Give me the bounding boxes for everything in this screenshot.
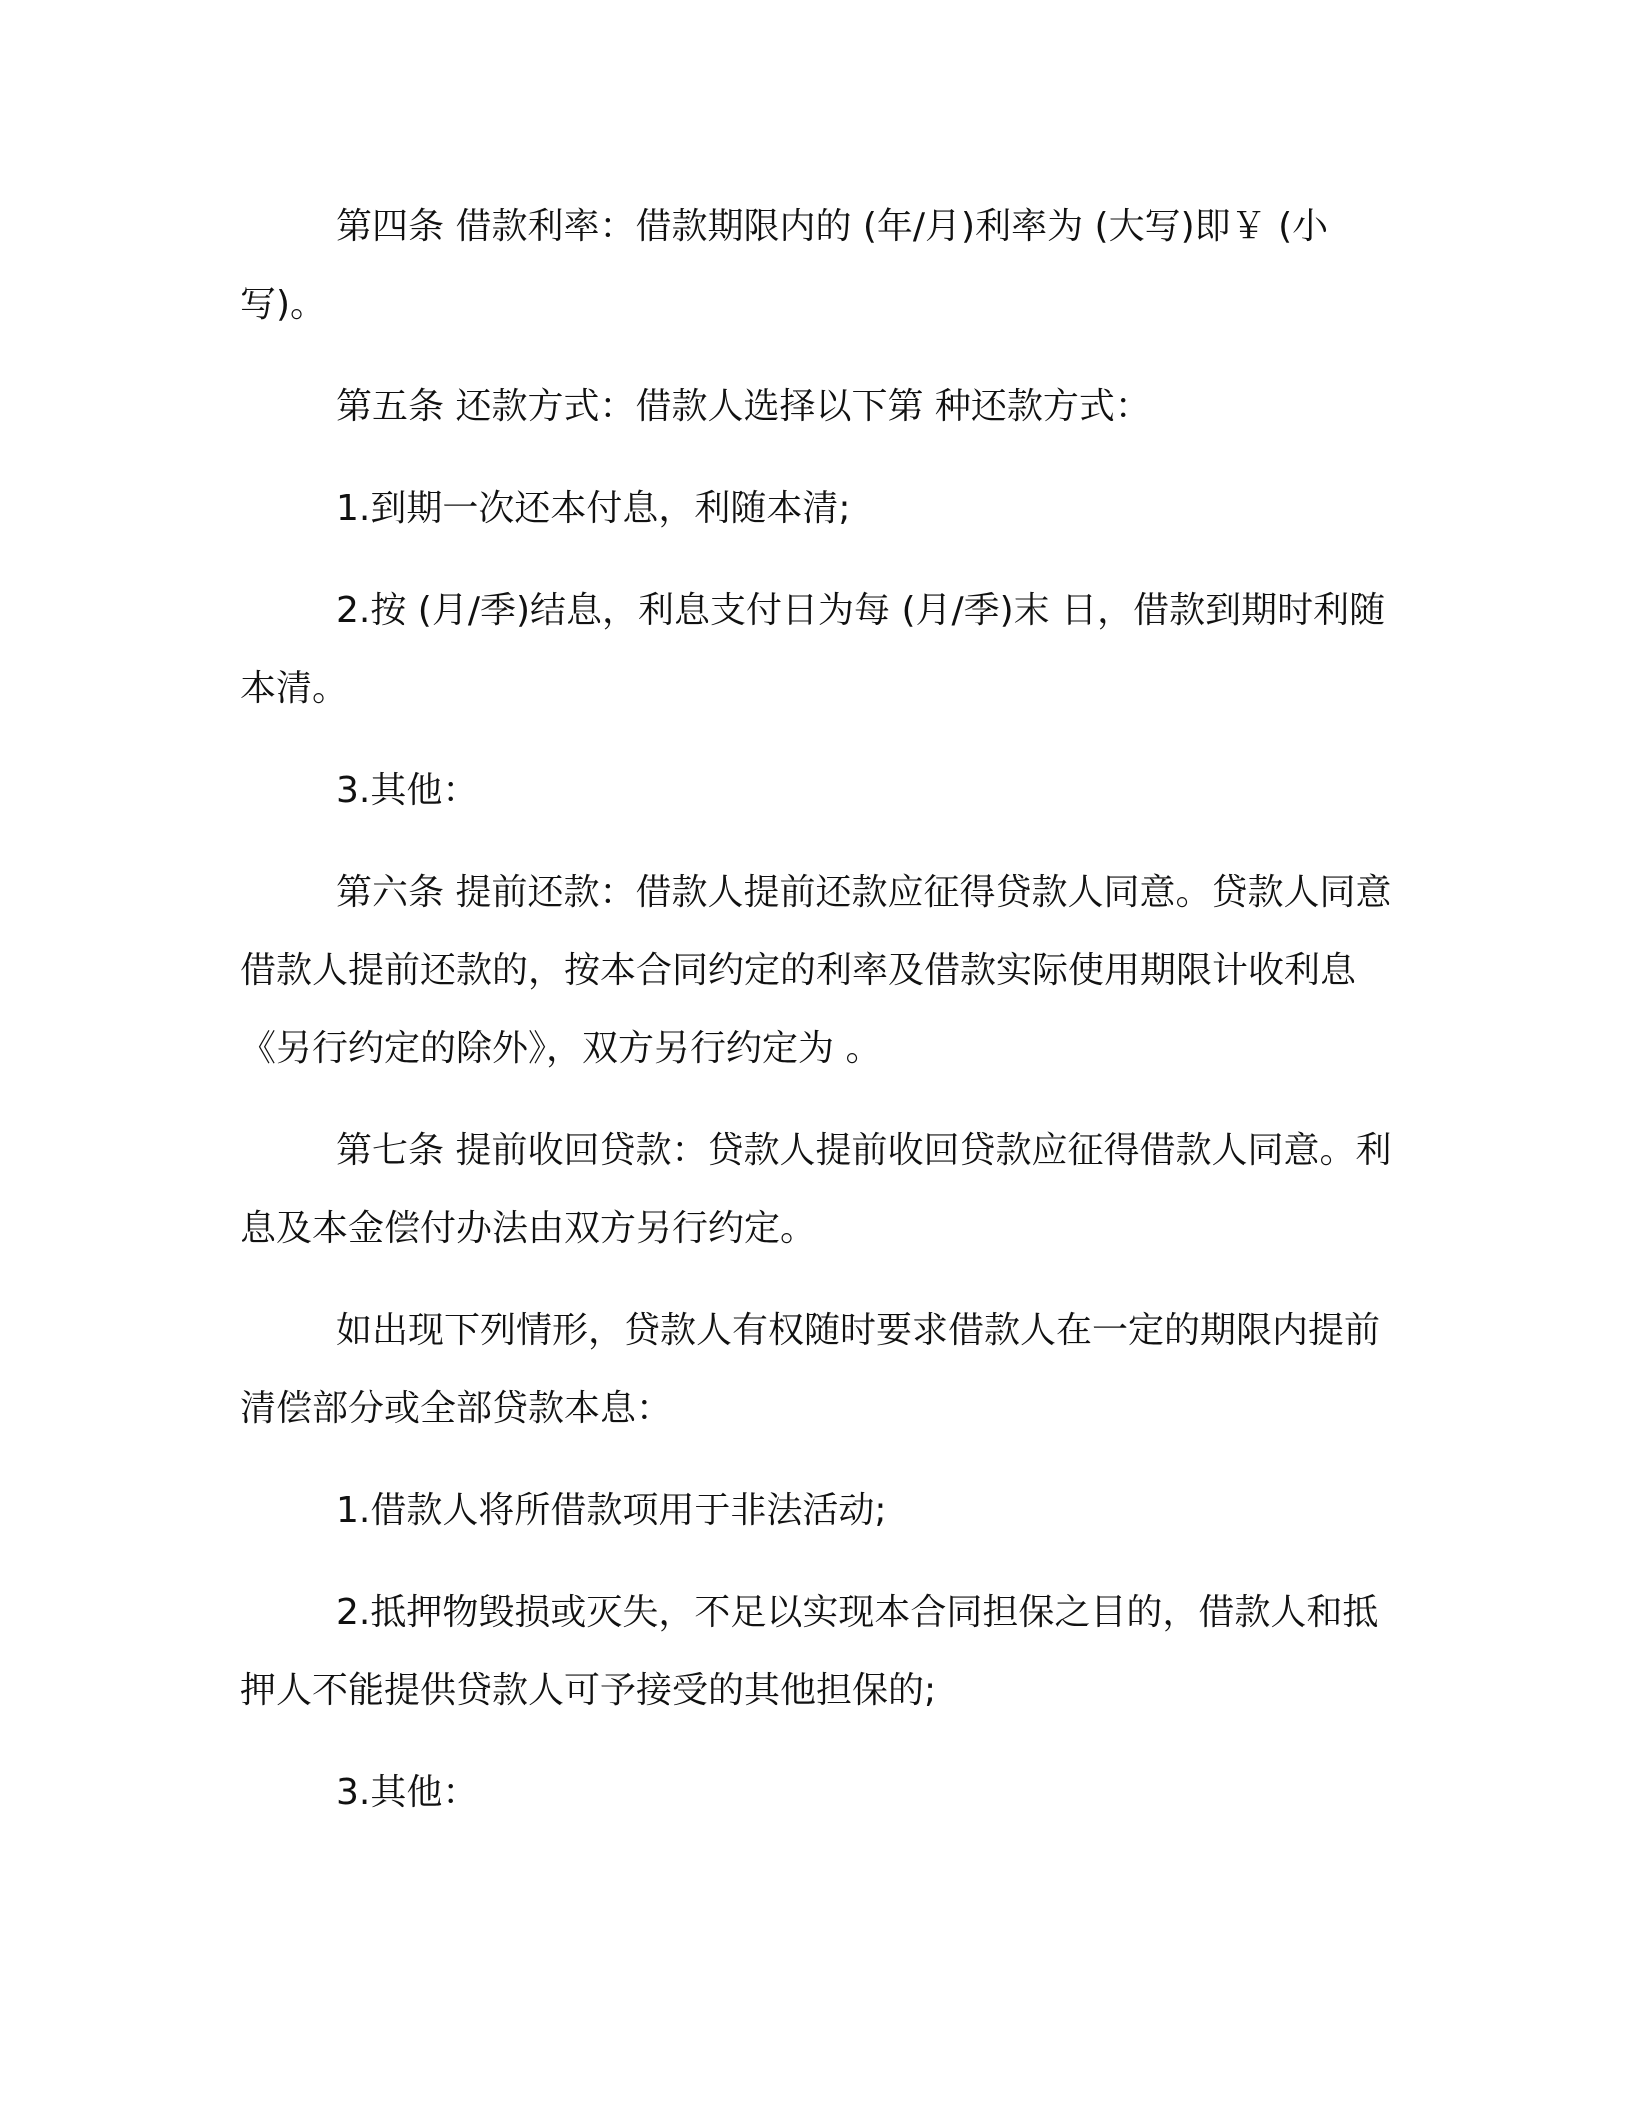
repayment-option-2: 2.按 (月/季)结息，利息支付日为每 (月/季)末 日，借款到期时利随本清。 [240, 590, 1386, 709]
clause-5-repayment-method: 第五条 还款方式：借款人选择以下第 种还款方式： [336, 386, 1151, 427]
recall-conditions-intro: 如出现下列情形，贷款人有权随时要求借款人在一定的期限内提前清偿部分或全部贷款本息： [240, 1310, 1381, 1429]
repayment-option-3: 3.其他： [336, 770, 479, 811]
recall-condition-1: 1.借款人将所借款项用于非法活动; [336, 1490, 887, 1531]
recall-condition-2: 2.抵押物毁损或灭失，不足以实现本合同担保之目的，借款人和抵押人不能提供贷款人可予接受的其他担保的; [240, 1592, 1379, 1711]
document-body [240, 188, 1392, 1856]
recall-condition-3: 3.其他： [336, 1772, 479, 1813]
repayment-option-1: 1.到期一次还本付息，利随本清; [336, 488, 851, 529]
clause-7-early-recall: 第七条 提前收回贷款：贷款人提前收回贷款应征得借款人同意。利息及本金偿付办法由双方另行约定。 [240, 1130, 1392, 1249]
clause-6-early-repayment: 第六条 提前还款：借款人提前还款应征得贷款人同意。贷款人同意借款人提前还款的，按本合同约定的利率及借款实际使用期限计收利息《另行约定的除外》，双方另行约定为 。 [240, 872, 1392, 1069]
clause-4-interest-rate: 第四条 借款利率：借款期限内的 (年/月)利率为 (大写)即￥ (小写)。 [240, 206, 1329, 325]
